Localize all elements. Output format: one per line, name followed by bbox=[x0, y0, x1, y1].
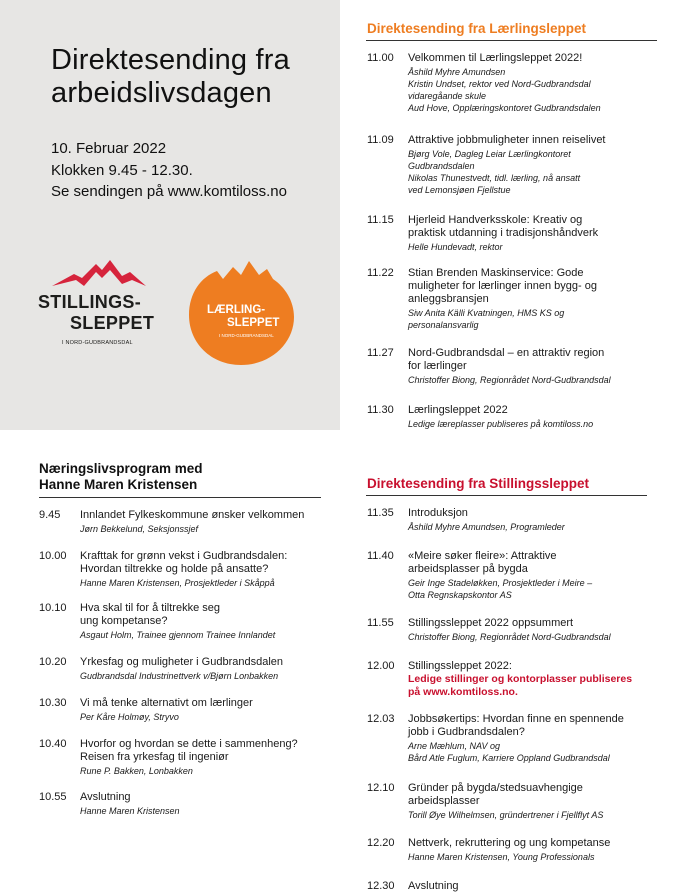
stillingssleppet-logo bbox=[36, 258, 166, 353]
item-time: 11.09 bbox=[367, 134, 394, 146]
item-speaker: Nikolas Thunestvedt, tidl. lærling, nå ansatt bbox=[408, 173, 581, 183]
item-speaker: Hanne Maren Kristensen, Young Professionals bbox=[408, 852, 595, 862]
item-time: 11.35 bbox=[367, 507, 394, 519]
item-body bbox=[408, 267, 658, 331]
item-speaker: Otta Regnskapskontor AS bbox=[408, 590, 512, 600]
item-heading: Vi må tenke alternativt om lærlinger bbox=[80, 697, 253, 709]
logo-text-line-1: LÆRLING- bbox=[207, 304, 266, 316]
item-heading: Avslutning bbox=[80, 791, 131, 803]
item-speakers bbox=[80, 805, 325, 817]
item-heading: praktisk utdanning i tradisjonshåndverk bbox=[408, 227, 599, 239]
item-speakers bbox=[408, 577, 663, 601]
item-body bbox=[408, 404, 658, 430]
item-body bbox=[408, 880, 663, 893]
item-heading: Stillingssleppet 2022 oppsummert bbox=[408, 617, 574, 629]
item-heading: Nettverk, rekruttering og ung kompetanse bbox=[408, 837, 611, 849]
item-heading: Hvorfor og hvordan se dette i sammenheng? bbox=[80, 738, 298, 750]
item-speakers bbox=[80, 711, 325, 723]
item-speakers bbox=[408, 631, 663, 643]
item-heading: Jobbsøkertips: Hvordan finne en spennende bbox=[408, 713, 624, 725]
item-speaker: Aud Hove, Opplæringskontoret Gudbrandsdalen bbox=[408, 103, 601, 113]
item-body bbox=[80, 550, 325, 589]
item-body bbox=[408, 550, 663, 601]
item-time: 11.15 bbox=[367, 214, 394, 226]
item-heading: muligheter for lærlinger innen bygg- og bbox=[408, 280, 597, 292]
item-body bbox=[80, 697, 325, 723]
item-speaker: Christoffer Biong, Regionrådet Nord-Gudbrandsdal bbox=[408, 375, 611, 385]
laerlingsleppet-logo bbox=[189, 259, 294, 365]
mountain-icon bbox=[50, 258, 150, 292]
item-body bbox=[80, 602, 325, 641]
item-heading: Reisen fra yrkesfag til ingeniør bbox=[80, 751, 229, 763]
item-speaker: Geir Inge Stadeløkken, Prosjektleder i Meire – bbox=[408, 578, 593, 588]
item-time: 10.20 bbox=[39, 656, 67, 668]
item-speaker: Christoffer Biong, Regionrådet Nord-Gudbrandsdal bbox=[408, 632, 611, 642]
event-date: 10. Februar 2022 bbox=[51, 140, 167, 157]
item-speaker: Gudbrandsdalen bbox=[408, 161, 475, 171]
item-heading: arbeidsplasser på bygda bbox=[408, 563, 528, 575]
item-heading: Yrkesfag og muligheter i Gudbrandsdalen bbox=[80, 656, 284, 668]
logo-text-line-2: SLEPPET bbox=[70, 313, 155, 333]
logo-text-line-2: SLEPPET bbox=[227, 317, 280, 329]
stilling-section-rule bbox=[366, 495, 647, 496]
item-speakers bbox=[80, 523, 325, 535]
item-speaker: Arne Mæhlum, NAV og bbox=[408, 741, 501, 751]
item-heading: ung kompetanse? bbox=[80, 615, 168, 627]
item-heading: Hjerleid Handverksskole: Kreativ og bbox=[408, 214, 583, 226]
item-speaker: Jørn Bekkelund, Seksjonssjef bbox=[80, 524, 199, 534]
item-highlight: Ledige stillinger og kontorplasser publiseres bbox=[408, 673, 633, 685]
logo-text-line-1: STILLINGS- bbox=[38, 292, 141, 312]
item-speakers bbox=[408, 418, 658, 430]
item-heading: Stian Brenden Maskinservice: Gode bbox=[408, 267, 584, 279]
item-speaker: Gudbrandsdal Industrinettverk v/Bjørn Lonbakken bbox=[80, 671, 279, 681]
item-time: 11.22 bbox=[367, 267, 394, 279]
item-time: 11.27 bbox=[367, 347, 394, 359]
item-body bbox=[80, 656, 325, 682]
title-line-2: arbeidslivsdagen bbox=[51, 77, 272, 109]
item-speaker: Hanne Maren Kristensen bbox=[80, 806, 180, 816]
item-speakers bbox=[408, 851, 663, 863]
item-speaker: Per Kåre Holmøy, Stryvo bbox=[80, 712, 179, 722]
item-highlight: på www.komtiloss.no. bbox=[408, 685, 518, 698]
item-speakers bbox=[408, 66, 658, 114]
item-speaker: vidaregåande skule bbox=[408, 91, 487, 101]
item-heading: Velkommen til Lærlingsleppet 2022! bbox=[408, 52, 583, 64]
item-heading: Stillingssleppet 2022: bbox=[408, 660, 512, 672]
item-time: 12.10 bbox=[367, 782, 395, 794]
item-heading: «Meire søker fleire»: Attraktive bbox=[408, 550, 557, 562]
item-body bbox=[408, 347, 658, 386]
event-info bbox=[51, 138, 336, 203]
item-speakers bbox=[408, 740, 663, 764]
item-body bbox=[408, 214, 658, 253]
item-speaker: Rune P. Bakken, Lonbakken bbox=[80, 766, 193, 776]
item-time: 10.10 bbox=[39, 602, 67, 614]
item-speakers bbox=[80, 577, 325, 589]
item-heading: Hvordan tiltrekke og holde på ansatte? bbox=[80, 563, 269, 575]
item-speaker: Åshild Myhre Amundsen, Programleder bbox=[408, 522, 565, 532]
item-body bbox=[408, 134, 658, 196]
item-body bbox=[408, 507, 663, 533]
item-time: 10.00 bbox=[39, 550, 67, 562]
item-speaker: personalansvarlig bbox=[408, 320, 479, 330]
item-speakers bbox=[408, 307, 658, 331]
item-heading: Lærlingsleppet 2022 bbox=[408, 404, 508, 416]
naering-title-line-2: Hanne Maren Kristensen bbox=[39, 477, 198, 492]
item-speaker: Helle Hundevadt, rektor bbox=[408, 242, 503, 252]
item-time: 10.30 bbox=[39, 697, 67, 709]
item-speaker: Hanne Maren Kristensen, Prosjektleder i Skåppå bbox=[80, 578, 275, 588]
item-time: 10.55 bbox=[39, 791, 67, 803]
item-time: 11.40 bbox=[367, 550, 394, 562]
item-speaker: Kristin Undset, rektor ved Nord-Gudbrandsdal bbox=[408, 79, 591, 89]
item-heading: Avslutning bbox=[408, 880, 459, 892]
item-heading: Hva skal til for å tiltrekke seg bbox=[80, 602, 220, 614]
item-body bbox=[408, 837, 663, 863]
item-heading: Gründer på bygda/stedsuavhengige bbox=[408, 782, 583, 794]
item-body bbox=[80, 509, 325, 535]
item-time: 12.00 bbox=[367, 660, 395, 672]
item-speaker: Bjørg Vole, Dagleg Leiar Lærlingkontoret bbox=[408, 149, 571, 159]
page-title bbox=[51, 44, 331, 110]
item-body bbox=[408, 617, 663, 643]
item-speaker: Bård Atle Fuglum, Karriere Oppland Gudbrandsdal bbox=[408, 753, 610, 763]
item-speakers bbox=[80, 629, 325, 641]
naering-section-title bbox=[39, 461, 203, 493]
item-heading: Innlandet Fylkeskommune ønsker velkommen bbox=[80, 509, 305, 521]
item-body bbox=[408, 782, 663, 821]
logo-text-line-3: I NORD-GUDBRANDSDAL bbox=[219, 333, 274, 338]
laerling-section-rule bbox=[366, 40, 657, 41]
naering-section-rule bbox=[39, 497, 321, 498]
item-speakers bbox=[408, 374, 658, 386]
item-time: 12.20 bbox=[367, 837, 395, 849]
stilling-section-title: Direktesending fra Stillingssleppet bbox=[367, 476, 590, 491]
item-body bbox=[408, 52, 658, 114]
event-watch-link[interactable]: Se sendingen på www.komtiloss.no bbox=[51, 183, 287, 200]
item-speaker: Åshild Myhre Amundsen bbox=[408, 67, 506, 77]
item-time: 9.45 bbox=[39, 509, 61, 521]
item-speakers bbox=[408, 148, 658, 196]
item-time: 11.00 bbox=[367, 52, 394, 64]
item-speaker: ved Lemonsjøen Fjellstue bbox=[408, 185, 511, 195]
item-time: 12.30 bbox=[367, 880, 395, 892]
item-speaker: Ledige læreplasser publiseres på komtiloss.no bbox=[408, 419, 594, 429]
item-body bbox=[408, 713, 663, 764]
item-heading: anleggsbransjen bbox=[408, 293, 489, 305]
item-speakers bbox=[80, 765, 325, 777]
item-speakers bbox=[408, 809, 663, 821]
item-body bbox=[408, 660, 663, 698]
item-heading: Krafttak for grønn vekst i Gudbrandsdalen: bbox=[80, 550, 288, 562]
item-time: 12.03 bbox=[367, 713, 395, 725]
item-speakers bbox=[80, 670, 325, 682]
hero-panel bbox=[0, 0, 340, 430]
item-heading: jobb i Gudbrandsdalen? bbox=[408, 726, 525, 738]
item-heading: Attraktive jobbmuligheter innen reiselivet bbox=[408, 134, 606, 146]
item-speakers bbox=[408, 241, 658, 253]
item-speaker: Siw Anita Källi Kvatningen, HMS KS og bbox=[408, 308, 565, 318]
item-time: 10.40 bbox=[39, 738, 67, 750]
event-time: Klokken 9.45 - 12.30. bbox=[51, 161, 193, 179]
laerling-section-title: Direktesending fra Lærlingsleppet bbox=[367, 21, 587, 36]
title-line-1: Direktesending fra bbox=[51, 44, 290, 76]
item-speakers bbox=[408, 521, 663, 533]
item-speaker: Torill Øye Wilhelmsen, gründertrener i Fjellflyt AS bbox=[408, 810, 604, 820]
logo-text-line-3: I NORD-GUDBRANDSDAL bbox=[62, 340, 133, 346]
item-speaker: Asgaut Holm, Trainee gjennom Trainee Innlandet bbox=[80, 630, 276, 640]
naering-title-line-1: Næringslivsprogram med bbox=[39, 461, 203, 476]
item-heading: arbeidsplasser bbox=[408, 795, 480, 807]
item-time: 11.55 bbox=[367, 617, 394, 629]
item-heading: Introduksjon bbox=[408, 507, 468, 519]
item-body bbox=[80, 791, 325, 817]
item-time: 11.30 bbox=[367, 404, 394, 416]
item-heading: Nord-Gudbrandsdal – en attraktiv region bbox=[408, 347, 605, 359]
item-body bbox=[80, 738, 325, 777]
item-heading: for lærlinger bbox=[408, 360, 467, 372]
